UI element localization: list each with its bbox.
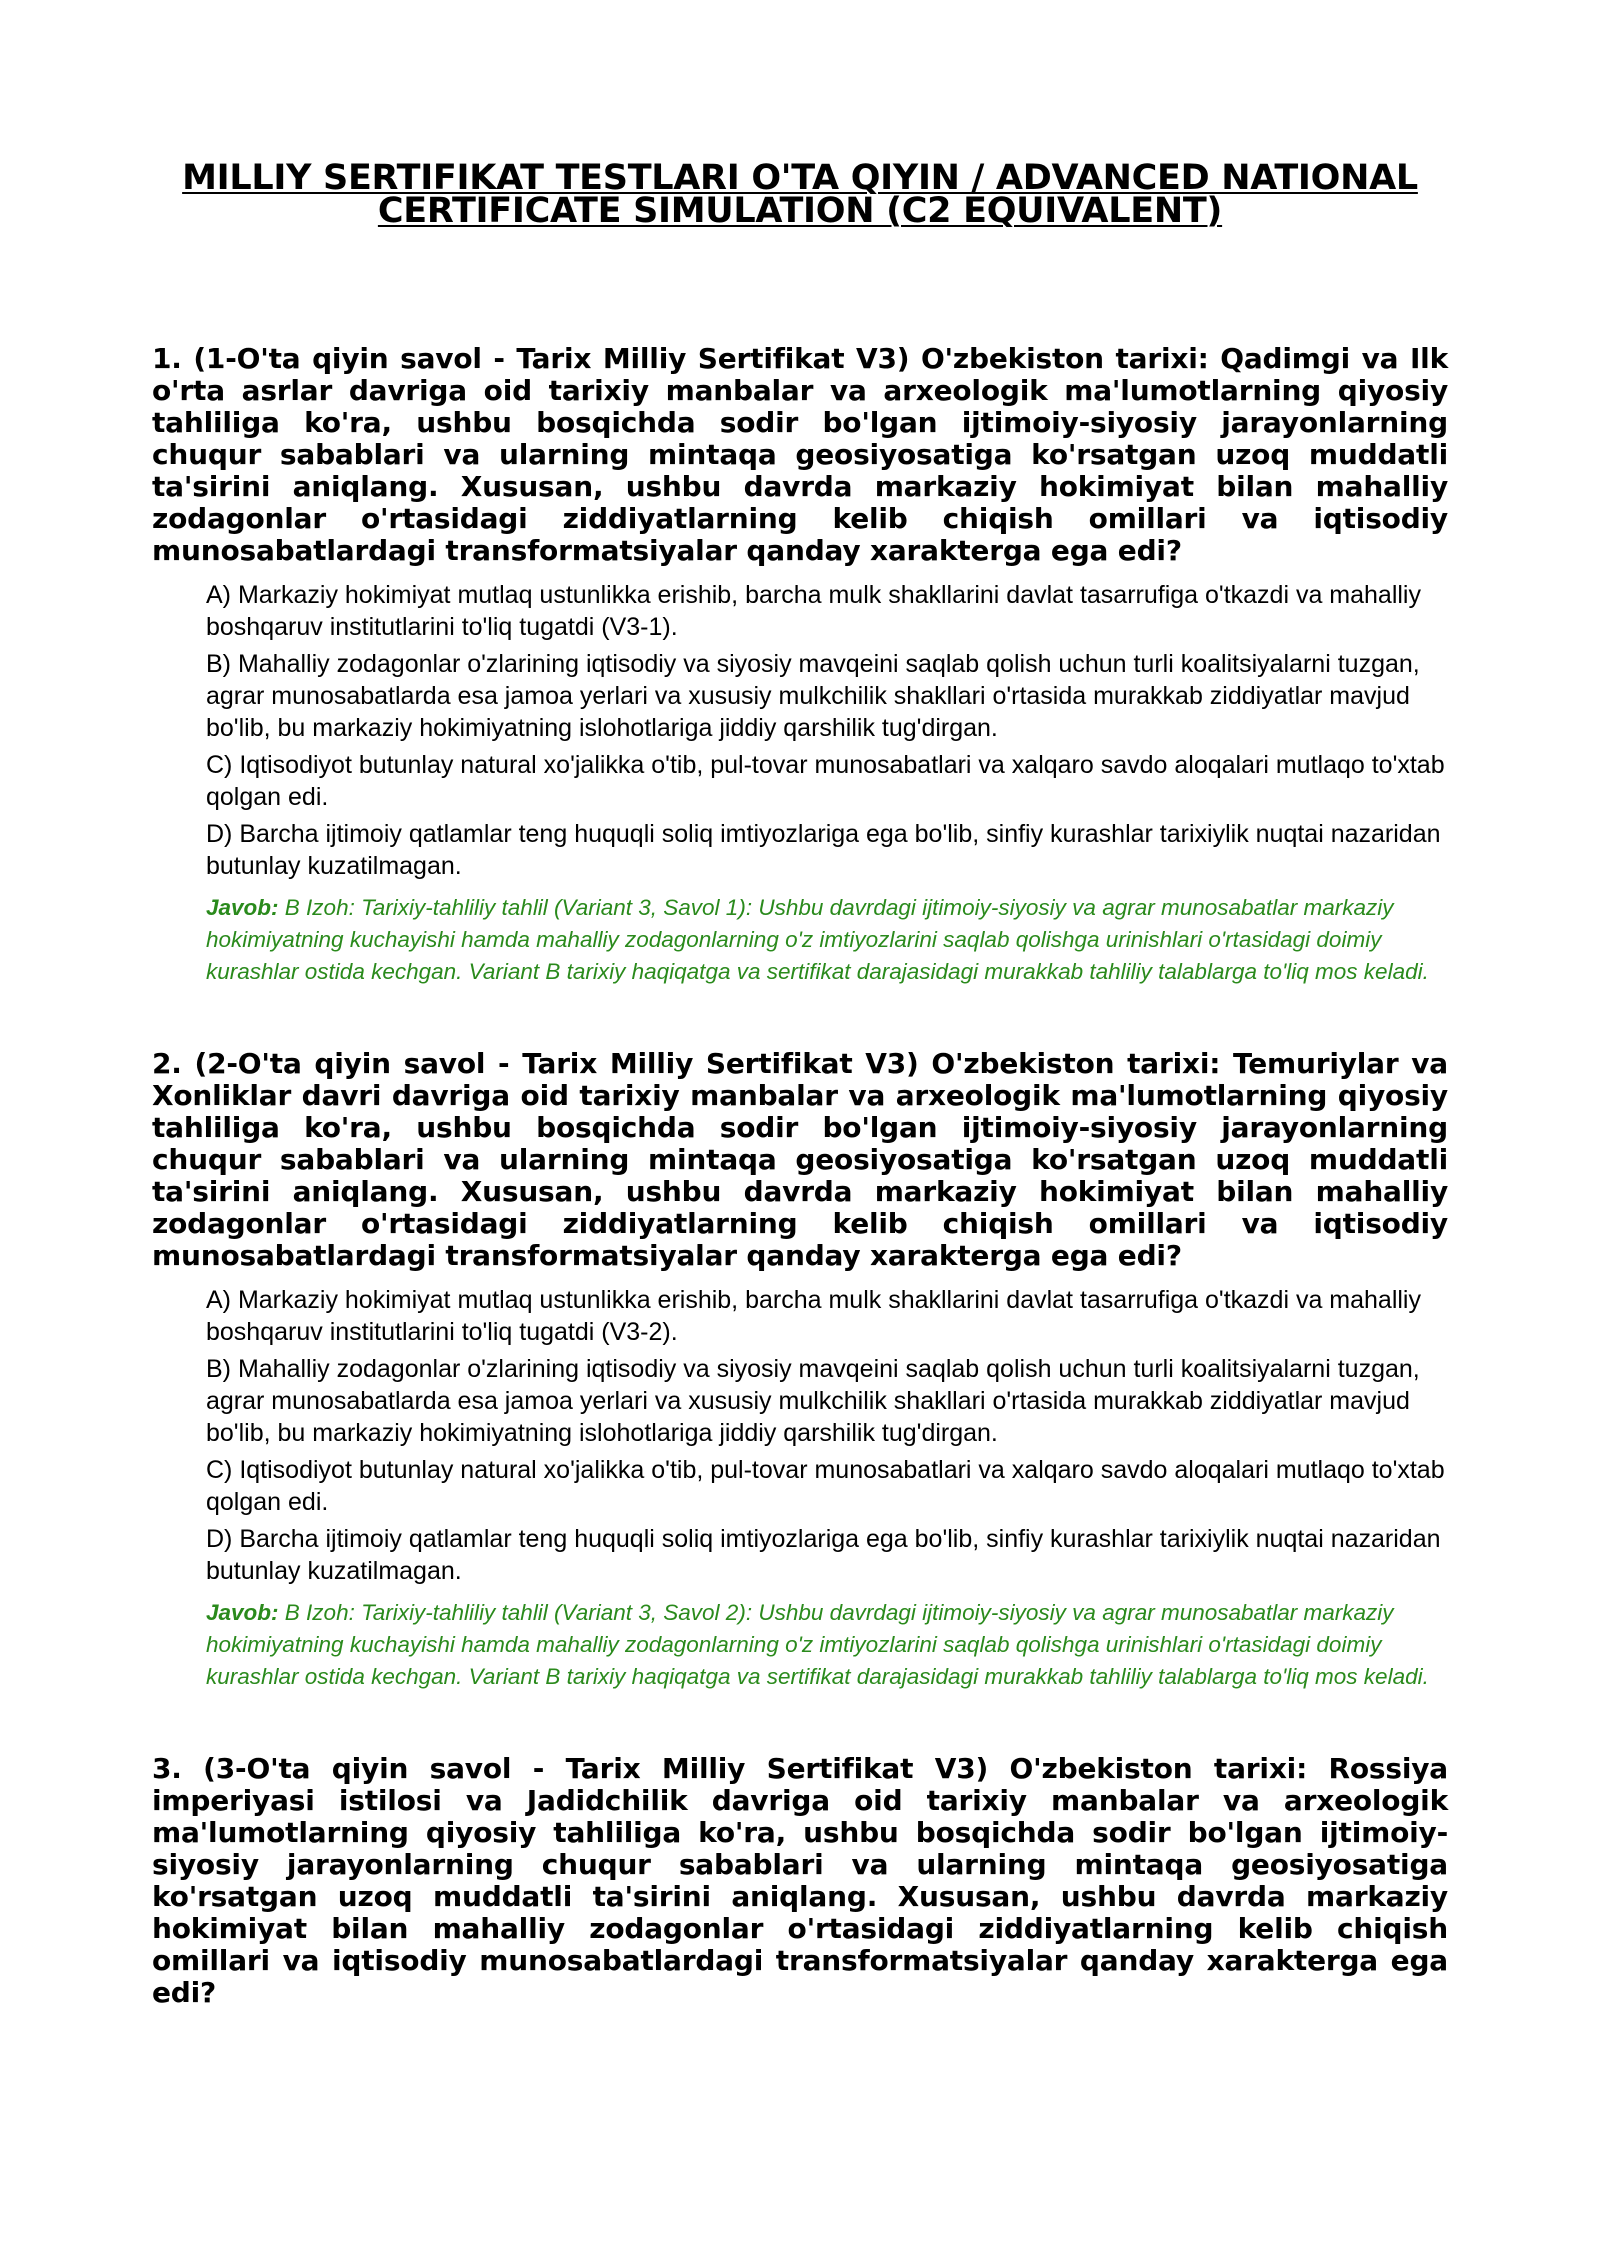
question-1	[152, 343, 1448, 988]
answer-label: Javob:	[206, 895, 279, 920]
question-3	[152, 1753, 1448, 2009]
answer-label: Javob:	[206, 1600, 279, 1625]
option-b: B) Mahalliy zodagonlar o'zlarining iqtisodiy va siyosiy mavqeini saqlab qolish uchun turli koalitsiyalarni tuzgan, agrar munosabatlarda esa jamoa yerlari va xususiy mulkchilik shakllari o'rtasida murakkab ziddiyatlar mavjud bo'lib, bu markaziy hokimiyatning islohotlariga jiddiy qarshilik tug'dirgan.	[206, 1355, 1420, 1447]
answer-text: B Izoh: Tarixiy-tahliliy tahlil (Variant 3, Savol 1): Ushbu davrdagi ijtimoiy-siyosiy va agrar munosabatlar markaziy hokimiyatning kuchayishi hamda mahalliy zodagonlarning o'z imtiyozlarini saqlab qolishga urinishlari o'rtasidagi doimiy kurashlar ostida kechgan. Variant B tarixiy haqiqatga va sertifikat darajasidagi murakkab tahliliy talablarga to'liq mos keladi.	[206, 895, 1429, 984]
options-list	[206, 1284, 1448, 1587]
question-text: 1. (1-O'ta qiyin savol - Tarix Milliy Sertifikat V3) O'zbekiston tarixi: Qadimgi va Ilk o'rta asrlar davriga oid tarixiy manbalar va arxeologik ma'lumotlarning qiyosiy tahliliga ko'ra, ushbu bosqichda sodir bo'lgan ijtimoiy-siyosiy jarayonlarning chuqur sabablari va ularning mintaqa geosiyosatiga ko'rsatgan uzoq muddatli ta'sirini aniqlang. Xususan, ushbu davrda markaziy hokimiyat bilan mahalliy zodagonlar o'rtasidagi ziddiyatlarning kelib chiqish omillari va iqtisodiy munosabatlardagi transformatsiyalar qanday xarakterga ega edi?	[152, 342, 1448, 567]
option-c: C) Iqtisodiyot butunlay natural xo'jalikka o'tib, pul-tovar munosabatlari va xalqaro savdo aloqalari mutlaqo to'xtab qolgan edi.	[206, 1456, 1445, 1516]
question-text: 3. (3-O'ta qiyin savol - Tarix Milliy Sertifikat V3) O'zbekiston tarixi: Rossiya imperiyasi istilosi va Jadidchilik davriga oid tarixiy manbalar va arxeologik ma'lumotlarning qiyosiy tahliliga ko'ra, ushbu bosqichda sodir bo'lgan ijtimoiy-siyosiy jarayonlarning chuqur sabablari va ularning mintaqa geosiyosatiga ko'rsatgan uzoq muddatli ta'sirini aniqlang. Xususan, ushbu davrda markaziy hokimiyat bilan mahalliy zodagonlar o'rtasidagi ziddiyatlarning kelib chiqish omillari va iqtisodiy munosabatlardagi transformatsiyalar qanday xarakterga ega edi?	[152, 1752, 1448, 2009]
document-title: MILLIY SERTIFIKAT TESTLARI O'TA QIYIN / ADVANCED NATIONAL CERTIFICATE SIMULATION (C2 EQUIVALENT)	[182, 158, 1418, 231]
option-a: A) Markaziy hokimiyat mutlaq ustunlikka erishib, barcha mulk shakllarini davlat tasarrufiga o'tkazdi va mahalliy boshqaruv institutlarini to'liq tugatdi (V3-2).	[206, 1286, 1421, 1346]
option-d: D) Barcha ijtimoiy qatlamlar teng huquqli soliq imtiyozlariga ega bo'lib, sinfiy kurashlar tarixiylik nuqtai nazaridan butunlay kuzatilmagan.	[206, 820, 1441, 880]
answer-explanation	[206, 1597, 1448, 1693]
option-b: B) Mahalliy zodagonlar o'zlarining iqtisodiy va siyosiy mavqeini saqlab qolish uchun turli koalitsiyalarni tuzgan, agrar munosabatlarda esa jamoa yerlari va xususiy mulkchilik shakllari o'rtasida murakkab ziddiyatlar mavjud bo'lib, bu markaziy hokimiyatning islohotlariga jiddiy qarshilik tug'dirgan.	[206, 650, 1420, 742]
question-2	[152, 1048, 1448, 1693]
answer-explanation	[206, 892, 1448, 988]
option-a: A) Markaziy hokimiyat mutlaq ustunlikka erishib, barcha mulk shakllarini davlat tasarrufiga o'tkazdi va mahalliy boshqaruv institutlarini to'liq tugatdi (V3-1).	[206, 581, 1421, 641]
option-d: D) Barcha ijtimoiy qatlamlar teng huquqli soliq imtiyozlariga ega bo'lib, sinfiy kurashlar tarixiylik nuqtai nazaridan butunlay kuzatilmagan.	[206, 1525, 1441, 1585]
option-c: C) Iqtisodiyot butunlay natural xo'jalikka o'tib, pul-tovar munosabatlari va xalqaro savdo aloqalari mutlaqo to'xtab qolgan edi.	[206, 751, 1445, 811]
options-list	[206, 579, 1448, 882]
question-text: 2. (2-O'ta qiyin savol - Tarix Milliy Sertifikat V3) O'zbekiston tarixi: Temuriylar va Xonliklar davri davriga oid tarixiy manbalar va arxeologik ma'lumotlarning qiyosiy tahliliga ko'ra, ushbu bosqichda sodir bo'lgan ijtimoiy-siyosiy jarayonlarning chuqur sabablari va ularning mintaqa geosiyosatiga ko'rsatgan uzoq muddatli ta'sirini aniqlang. Xususan, ushbu davrda markaziy hokimiyat bilan mahalliy zodagonlar o'rtasidagi ziddiyatlarning kelib chiqish omillari va iqtisodiy munosabatlardagi transformatsiyalar qanday xarakterga ega edi?	[152, 1047, 1448, 1272]
answer-text: B Izoh: Tarixiy-tahliliy tahlil (Variant 3, Savol 2): Ushbu davrdagi ijtimoiy-siyosiy va agrar munosabatlar markaziy hokimiyatning kuchayishi hamda mahalliy zodagonlarning o'z imtiyozlarini saqlab qolishga urinishlari o'rtasidagi doimiy kurashlar ostida kechgan. Variant B tarixiy haqiqatga va sertifikat darajasidagi murakkab tahliliy talablarga to'liq mos keladi.	[206, 1600, 1429, 1689]
